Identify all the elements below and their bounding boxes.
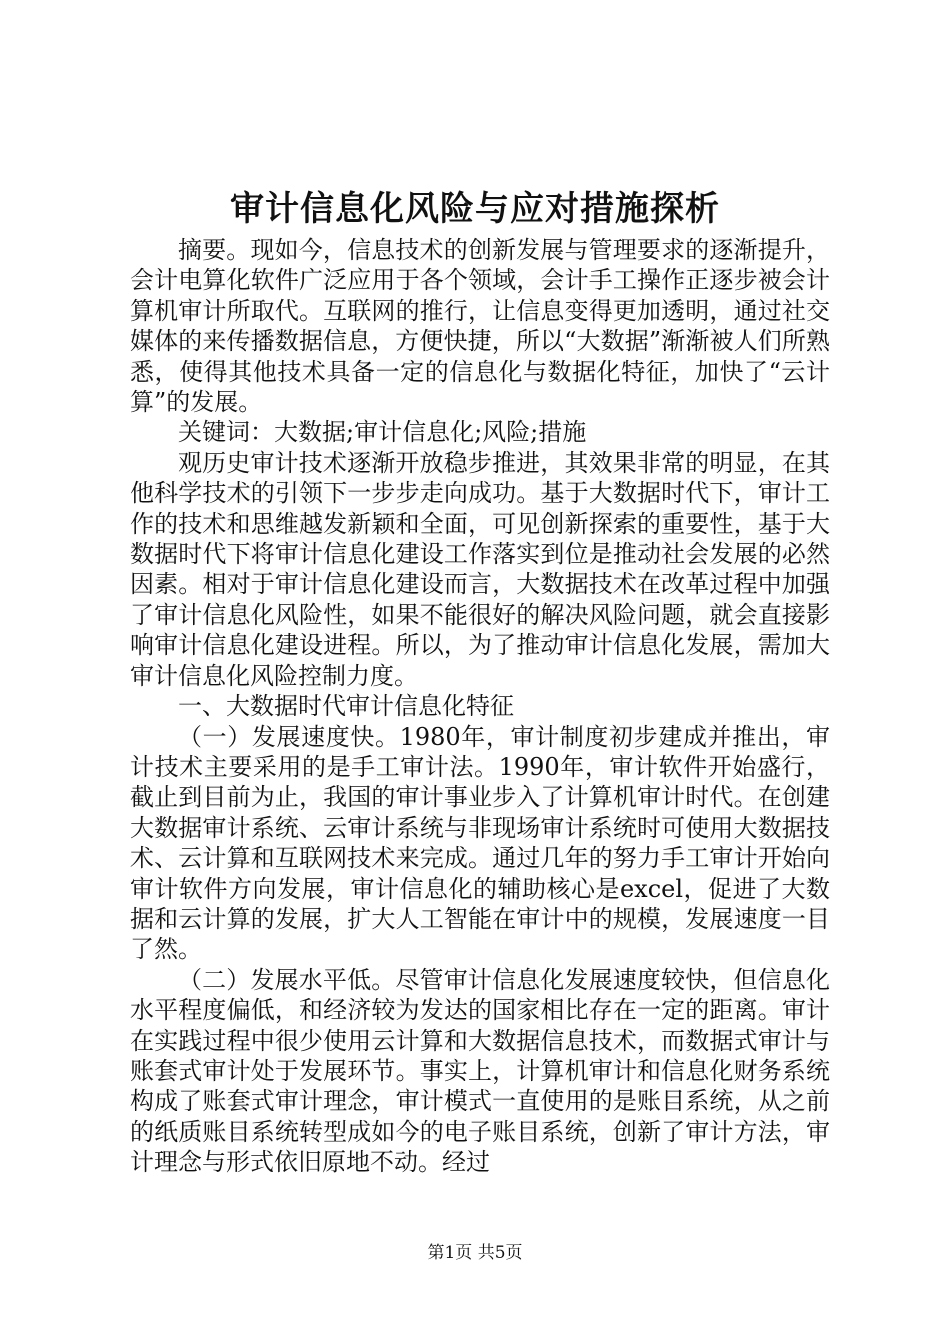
paragraph-abstract: 摘要。现如今，信息技术的创新发展与管理要求的逐渐提升，会计电算化软件广泛应用于各个领域，会计手工操作正逐步被会计算机审计所取代。互联网的推行，让信息变得更加透明，通过社交媒体的来传播数据信息，方便快捷，所以“大数据”渐渐被人们所熟悉，使得其他技术具备一定的信息化与数据化特征，加快了“云计算”的发展。 bbox=[130, 236, 830, 417]
paragraph-keywords: 关键词：大数据;审计信息化;风险;措施 bbox=[178, 418, 587, 447]
paragraph-subsection-1: （一）发展速度快。1980年，审计制度初步建成并推出，审计技术主要采用的是手工审计法。1990年，审计软件开始盛行，截止到目前为止，我国的审计事业步入了计算机审计时代。在创建大数据审计系统、云审计系统与非现场审计系统时可使用大数据技术、云计算和互联网技术来完成。通过几年的努力手工审计开始向审计软件方向发展，审计信息化的辅助核心是excel，促进了大数据和云计算的发展，扩大人工智能在审计中的规模，发展速度一目了然。 bbox=[130, 722, 830, 964]
page-number-footer: 第1页 共5页 bbox=[427, 1243, 523, 1263]
document-body bbox=[130, 235, 830, 1178]
paragraph-subsection-2: （二）发展水平低。尽管审计信息化发展速度较快，但信息化水平程度偏低，和经济较为发达的国家相比存在一定的距离。审计在实践过程中很少使用云计算和大数据信息技术，而数据式审计与账套式审计处于发展环节。事实上，计算机审计和信息化财务系统构成了账套式审计理念，审计模式一直使用的是账目系统，从之前的纸质账目系统转型成如今的电子账目系统，创新了审计方法，审计理念与形式依旧原地不动。经过 bbox=[130, 965, 830, 1177]
paragraph-introduction: 观历史审计技术逐渐开放稳步推进，其效果非常的明显，在其他科学技术的引领下一步步走向成功。基于大数据时代下，审计工作的技术和思维越发新颖和全面，可见创新探索的重要性，基于大数据时代下将审计信息化建设工作落实到位是推动社会发展的必然因素。相对于审计信息化建设而言，大数据技术在改革过程中加强了审计信息化风险性，如果不能很好的解决风险问题，就会直接影响审计信息化建设进程。所以，为了推动审计信息化发展，需加大审计信息化风险控制力度。 bbox=[130, 448, 830, 690]
document-title: 审计信息化风险与应对措施探析 bbox=[230, 189, 720, 229]
section-heading-1: 一、大数据时代审计信息化特征 bbox=[178, 692, 514, 721]
